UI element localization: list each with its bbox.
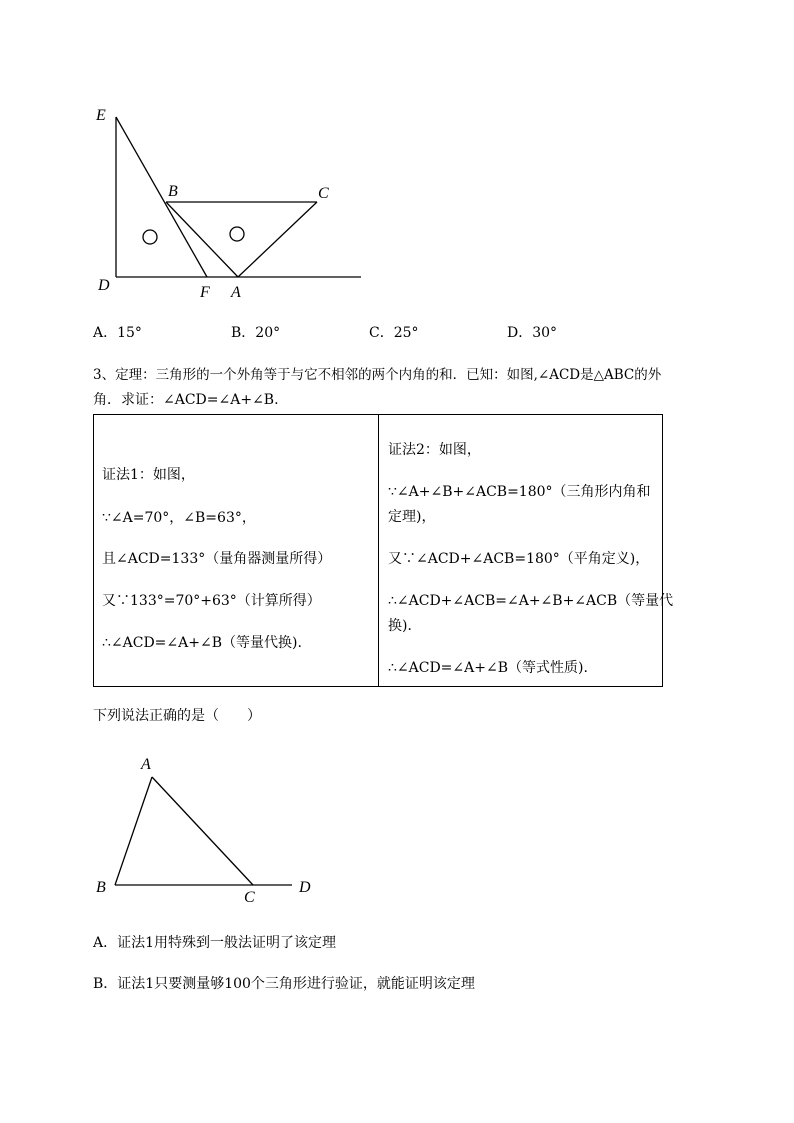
- label-A2: A: [141, 756, 151, 773]
- label-D: D: [98, 277, 110, 294]
- segment-CA: [238, 202, 317, 277]
- proof2-line2: 定理)，: [388, 509, 436, 525]
- proof2-line6: ∴∠ACD=∠A+∠B（等式性质).: [388, 660, 588, 676]
- proof2-line5: 换)．: [388, 618, 422, 634]
- label-A: A: [231, 284, 241, 301]
- proof2-line1: ∵∠A+∠B+∠ACB=180°（三角形内角和: [388, 484, 651, 500]
- q2-option-b: B．20°: [231, 325, 281, 341]
- proof1-line4: ∴∠ACD=∠A+∠B（等量代换).: [102, 635, 302, 651]
- hole-right: [230, 227, 244, 241]
- proof1-line3: 又∵133°=70°+63°（计算所得）: [102, 593, 321, 609]
- label-F: F: [200, 284, 210, 301]
- label-C2: C: [244, 889, 255, 906]
- proof2-line4: ∴∠ACD+∠ACB=∠A+∠B+∠ACB（等量代: [388, 593, 674, 609]
- q3-option-b: B．证法1只要测量够100个三角形进行验证，就能证明该定理: [93, 976, 475, 992]
- q3-statement-line2: 角．求证：∠ACD=∠A+∠B.: [93, 392, 279, 408]
- figure-triangle-abc: [90, 750, 330, 910]
- q3-option-a: A．证法1用特殊到一般法证明了该定理: [93, 935, 337, 951]
- q3-statement-line1: 3、定理：三角形的一个外角等于与它不相邻的两个内角的和．已知：如图,∠ACD是△ABC的外: [93, 367, 662, 383]
- proof-table-divider: [378, 415, 379, 686]
- q2-option-c: C．25°: [369, 325, 419, 341]
- figure-set-squares: [90, 100, 370, 305]
- proof2-title: 证法2：如图，: [388, 442, 481, 458]
- proof1-line2: 且∠ACD=133°（量角器测量所得）: [102, 551, 332, 567]
- label-B2: B: [96, 879, 106, 896]
- label-B: B: [168, 183, 178, 200]
- label-C: C: [318, 185, 329, 202]
- proof1-line1: ∵∠A=70°，∠B=63°，: [102, 510, 256, 526]
- proof2-line3: 又∵∠ACD+∠ACB=180°（平角定义)，: [388, 551, 650, 567]
- hole-left: [143, 230, 157, 244]
- q2-option-d: D．30°: [507, 325, 558, 341]
- proof-table: [93, 414, 674, 687]
- segment-AB: [115, 777, 152, 885]
- label-E: E: [96, 107, 106, 124]
- q3-question: 下列说法正确的是（ ）: [93, 708, 261, 724]
- segment-BA: [166, 202, 238, 277]
- segment-AC: [152, 777, 253, 885]
- segment-EF: [116, 117, 207, 277]
- q2-option-a: A．15°: [93, 325, 142, 341]
- proof1-title: 证法1：如图，: [102, 467, 195, 483]
- label-D2: D: [299, 879, 311, 896]
